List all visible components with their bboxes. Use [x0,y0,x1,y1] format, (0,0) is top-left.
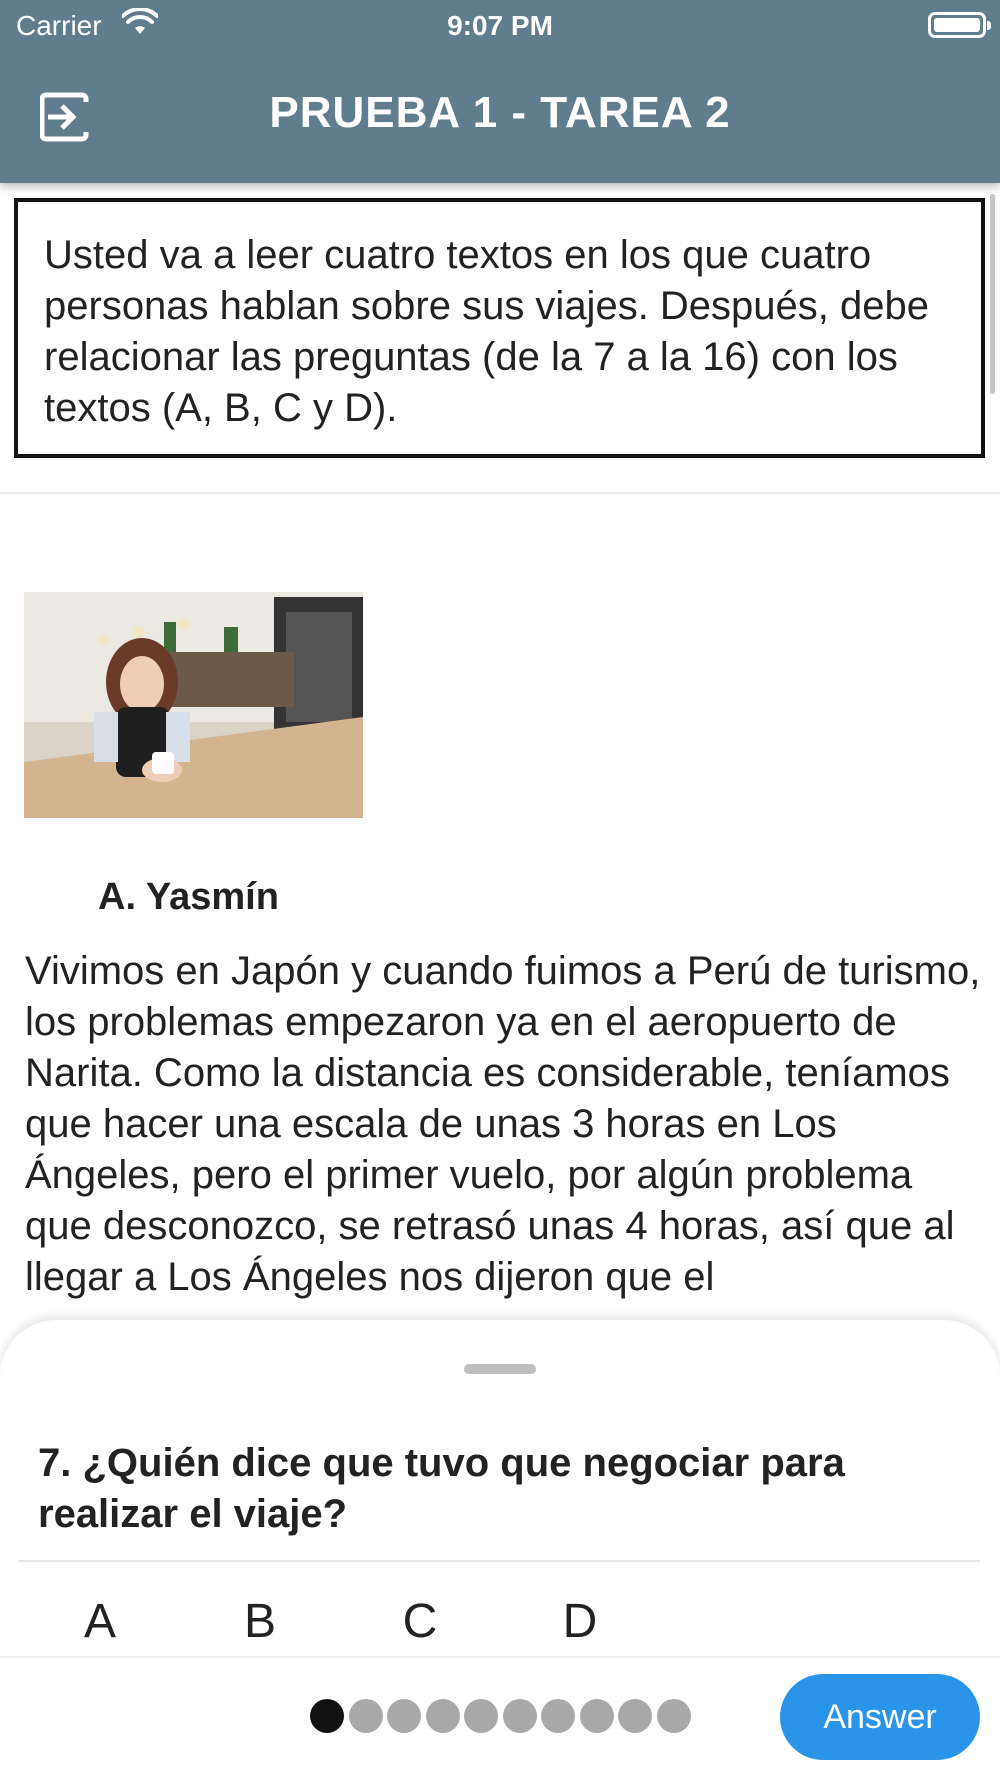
pagination-dot[interactable] [618,1699,652,1733]
divider [0,492,1000,494]
person-photo [24,592,363,818]
status-time: 9:07 PM [447,10,553,41]
pagination-dot[interactable] [503,1699,537,1733]
question-sheet [0,1320,1000,1778]
pagination-dot[interactable] [349,1699,383,1733]
instructions-box: Usted va a leer cuatro textos en los que cuatro personas hablan sobre sus viajes. Después, debe relacionar las preguntas (de la 7 a la 16) con los textos (A, B, C y D). [14,198,985,458]
pagination-dot[interactable] [387,1699,421,1733]
page-title: PRUEBA 1 - TAREA 2 [269,88,731,137]
option-c[interactable]: C [402,1595,438,1648]
drag-handle[interactable] [464,1364,536,1374]
person-name: A. Yasmín [98,876,279,918]
scroll-indicator[interactable] [990,194,995,394]
pagination-dot[interactable] [310,1699,344,1733]
person-text: Vivimos en Japón y cuando fuimos a Perú de turismo, los problemas empezaron ya en el aeropuerto de Narita. Como la distancia es considerable, teníamos que hacer una escala de unas 3 horas en Los Ángeles, pero el primer vuelo, por algún problema que desconozco, se retrasó unas 4 horas, así que al llegar a Los Ángeles nos dijeron que el [25,949,981,1299]
pagination-dot[interactable] [580,1699,614,1733]
answer-button[interactable]: Answer [780,1674,980,1760]
app-header [0,0,1000,183]
question-text: 7. ¿Quién dice que tuvo que negociar para realizar el viaje? [38,1441,845,1536]
option-a[interactable]: A [83,1595,116,1648]
pagination-dot[interactable] [657,1699,691,1733]
pagination-dot[interactable] [426,1699,460,1733]
divider [0,1656,1000,1658]
carrier-label: Carrier [16,10,102,41]
status-bar [0,0,1000,52]
option-b[interactable]: B [243,1595,276,1648]
pagination-dot[interactable] [541,1699,575,1733]
option-d[interactable]: D [562,1595,598,1648]
pagination-dot[interactable] [464,1699,498,1733]
battery-icon [928,12,986,38]
divider [18,1560,980,1562]
